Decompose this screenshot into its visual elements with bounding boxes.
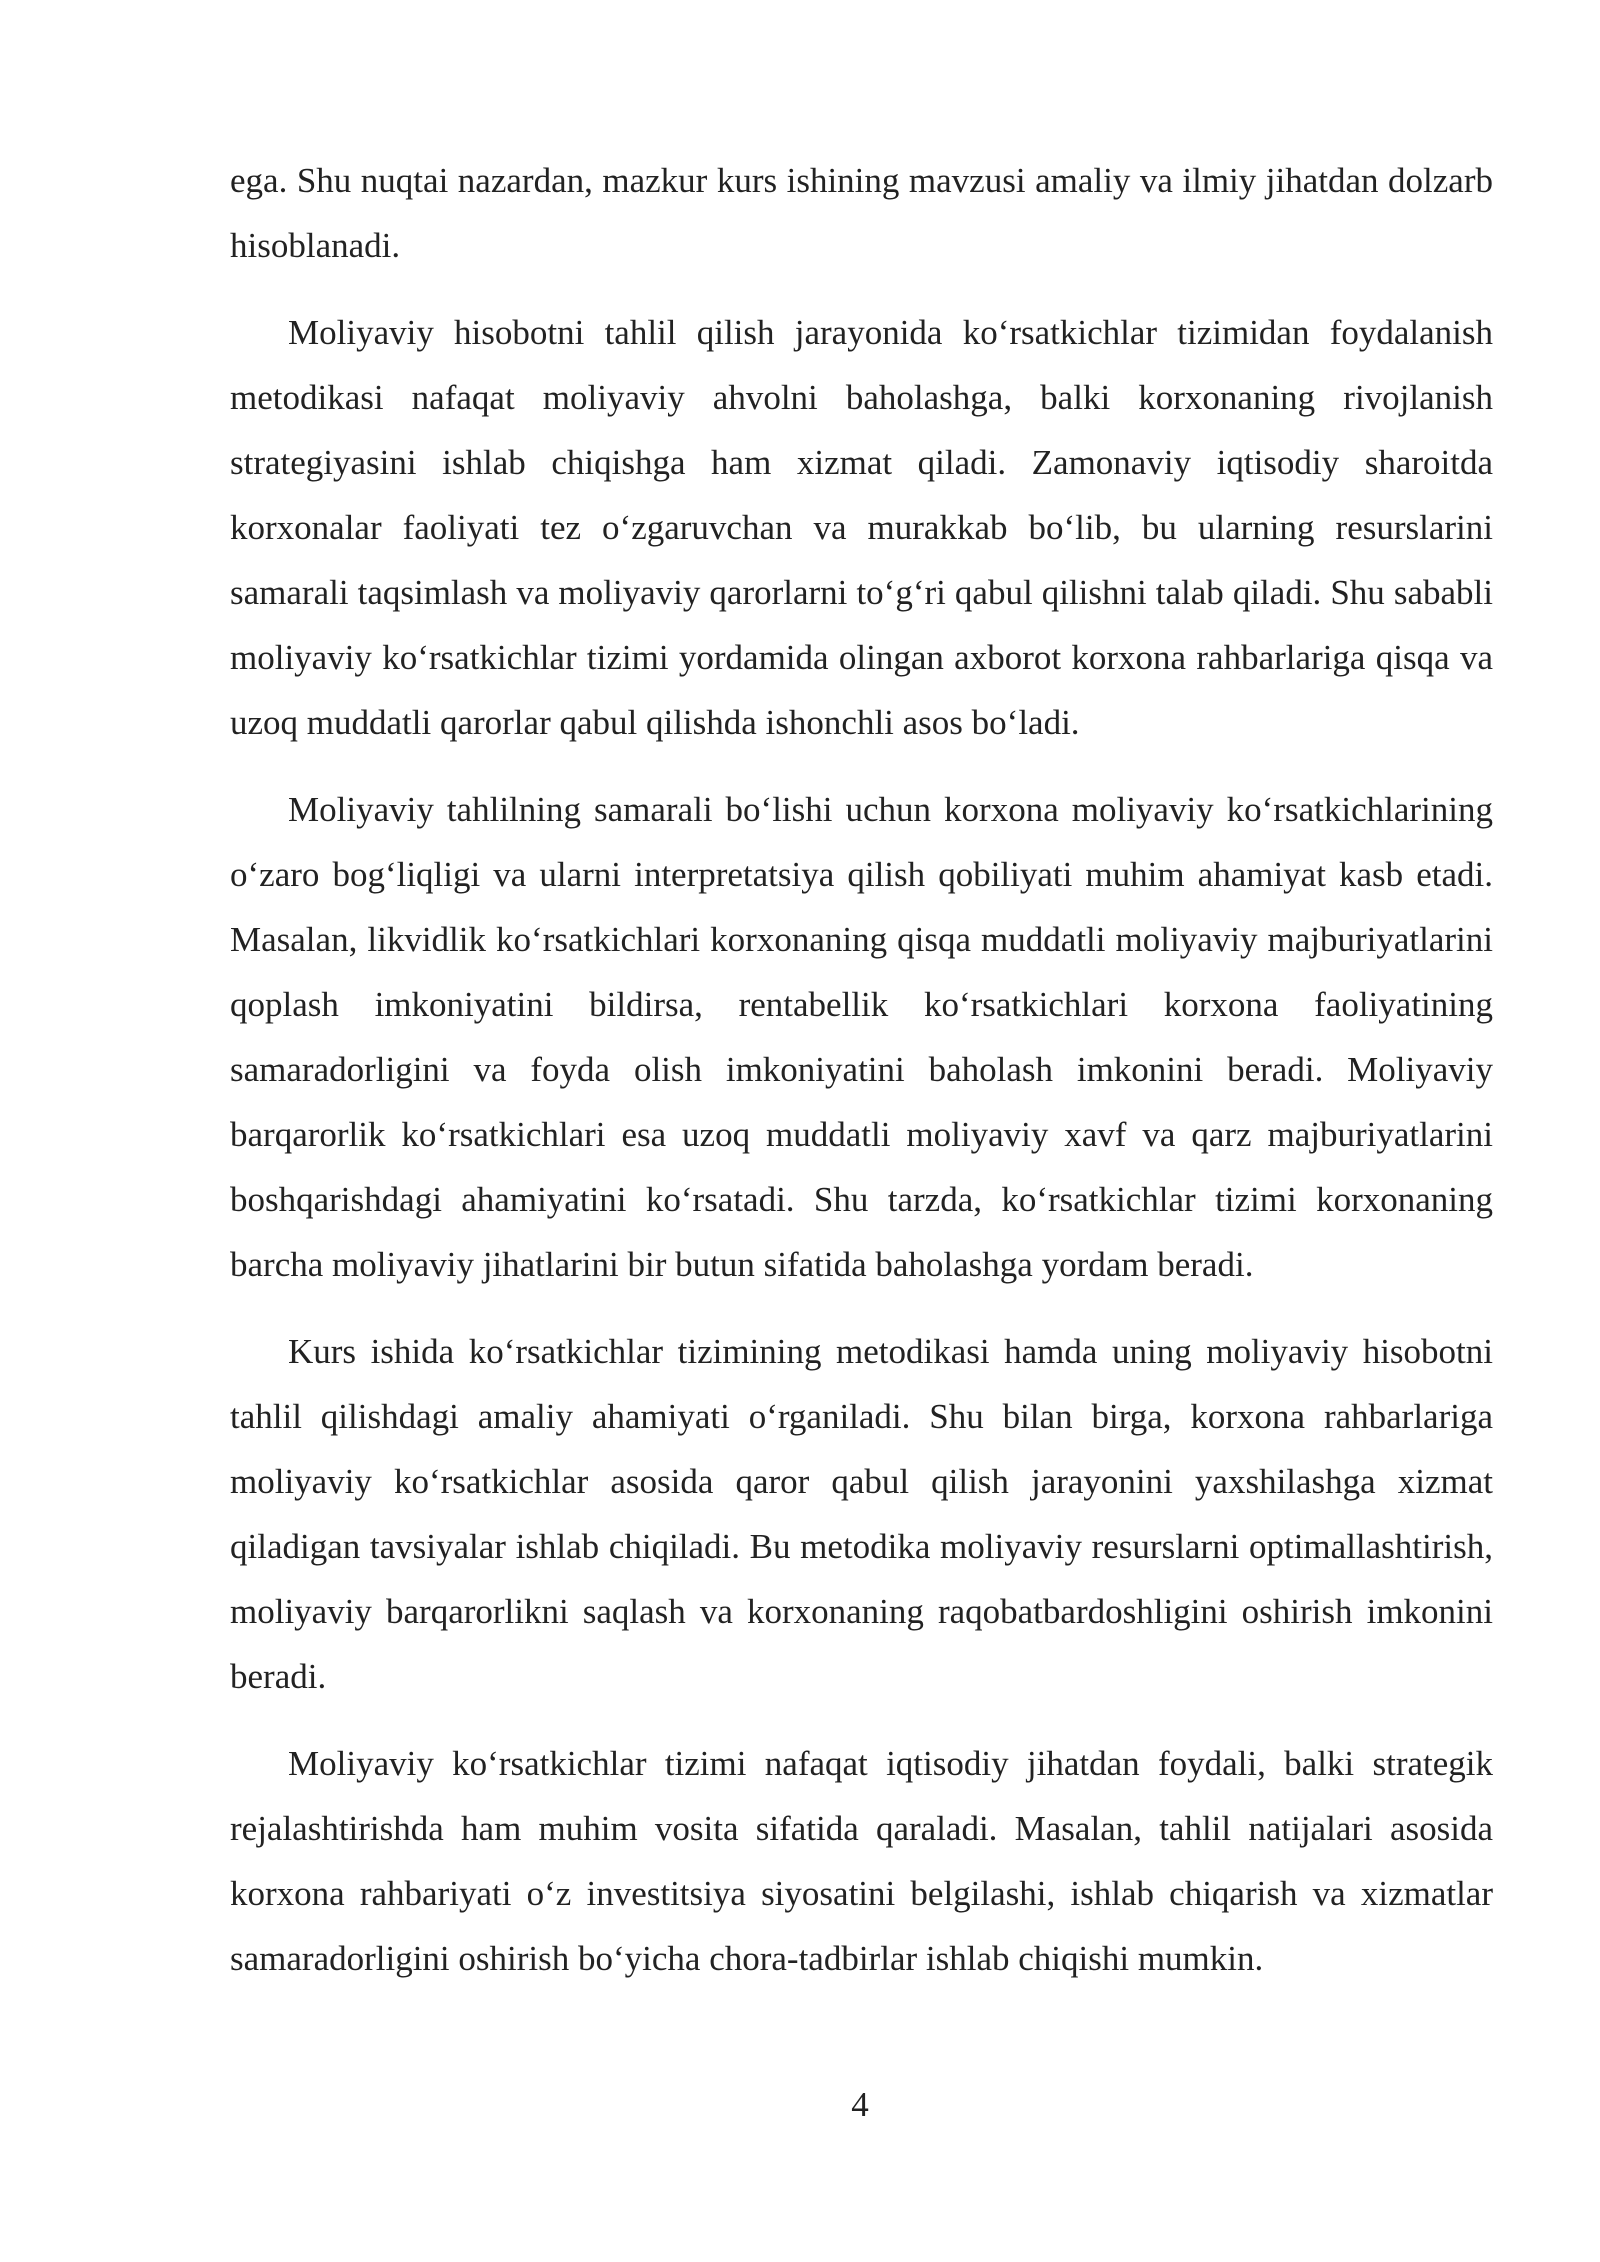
paragraph: Kurs ishida koʻrsatkichlar tizimining metodikasi hamda uning moliyaviy hisobotni tahlil qilishdagi amaliy ahamiyati oʻrganiladi. Shu bilan birga, korxona rahbarlariga moliyaviy koʻrsatkichlar asosida qaror qabul qilish jarayonini yaxshilashga xizmat qiladigan tavsiyalar ishlab chiqiladi. Bu metodika moliyaviy resurslarni optimallashtirish, moliyaviy barqarorlikni saqlash va korxonaning raqobatbardoshligini oshirish imkonini beradi. xyxy=(230,1332,1493,1696)
page-number: 4 xyxy=(851,2085,869,2124)
paragraph: Moliyaviy tahlilning samarali boʻlishi uchun korxona moliyaviy koʻrsatkichlarining oʻzaro bogʻliqligi va ularni interpretatsiya qilish qobiliyati muhim ahamiyat kasb etadi. Masalan, likvidlik koʻrsatkichlari korxonaning qisqa muddatli moliyaviy majburiyatlarini qoplash imkoniyatini bildirsa, rentabellik koʻrsatkichlari korxona faoliyatining samaradorligini va foyda olish imkoniyatini baholash imkonini beradi. Moliyaviy barqarorlik koʻrsatkichlari esa uzoq muddatli moliyaviy xavf va qarz majburiyatlarini boshqarishdagi ahamiyatini koʻrsatadi. Shu tarzda, koʻrsatkichlar tizimi korxonaning barcha moliyaviy jihatlarini bir butun sifatida baholashga yordam beradi. xyxy=(230,790,1493,1284)
paragraph: Moliyaviy koʻrsatkichlar tizimi nafaqat iqtisodiy jihatdan foydali, balki strategik rejalashtirishda ham muhim vosita sifatida qaraladi. Masalan, tahlil natijalari asosida korxona rahbariyati oʻz investitsiya siyosatini belgilashi, ishlab chiqarish va xizmatlar samaradorligini oshirish boʻyicha chora-tadbirlar ishlab chiqishi mumkin. xyxy=(230,1744,1493,1978)
paragraph-continuation: ega. Shu nuqtai nazardan, mazkur kurs ishining mavzusi amaliy va ilmiy jihatdan dolzarb hisoblanadi. xyxy=(230,161,1493,265)
paragraph: Moliyaviy hisobotni tahlil qilish jarayonida koʻrsatkichlar tizimidan foydalanish metodikasi nafaqat moliyaviy ahvolni baholashga, balki korxonaning rivojlanish strategiyasini ishlab chiqishga ham xizmat qiladi. Zamonaviy iqtisodiy sharoitda korxonalar faoliyati tez oʻzgaruvchan va murakkab boʻlib, bu ularning resurslarini samarali taqsimlash va moliyaviy qarorlarni toʻgʻri qabul qilishni talab qiladi. Shu sababli moliyaviy koʻrsatkichlar tizimi yordamida olingan axborot korxona rahbarlariga qisqa va uzoq muddatli qarorlar qabul qilishda ishonchli asos boʻladi. xyxy=(230,313,1493,742)
body-text xyxy=(230,148,1493,2013)
